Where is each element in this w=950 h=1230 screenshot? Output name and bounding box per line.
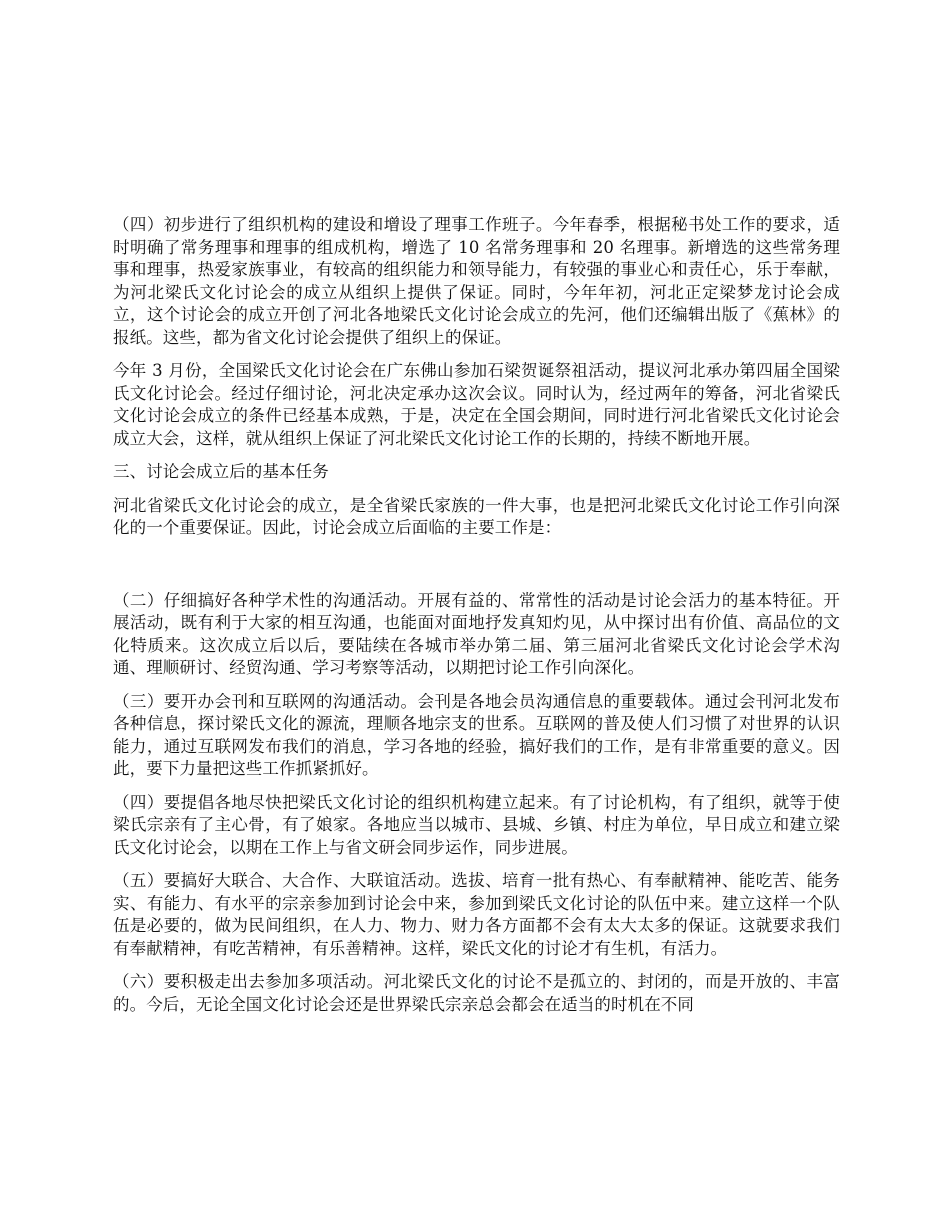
paragraph-organization-building: （四）初步进行了组织机构的建设和增设了理事工作班子。今年春季，根据秘书处工作的要求，适时明确了常务理事和理事的组成机构，增选了 10 名常务理事和 20 名理事。新增选的这些常务理事和理事，热爱家族事业，有较高的组织能力和领导能力，有较强的事业心和责任心，乐于奉献，为河北梁氏文化讨论会的成立从组织上提供了保证。同时，今年年初，河北正定梁梦龙讨论会成立，这个讨论会的成立开创了河北各地梁氏文化讨论会成立的先河，他们还编辑出版了《蕉林》的报纸。这些，都为省文化讨论会提供了组织上的保证。 <box>113 215 840 347</box>
paragraph-tasks-intro: 河北省梁氏文化讨论会的成立，是全省梁氏家族的一件大事，也是把河北梁氏文化讨论工作引向深化的一个重要保证。因此，讨论会成立后面临的主要工作是： <box>113 495 840 537</box>
document-body <box>113 214 840 1027</box>
section-heading-basic-tasks: 三、讨论会成立后的基本任务 <box>113 462 329 481</box>
paragraph-task-2: （二）仔细搞好各种学术性的沟通活动。开展有益的、常常性的活动是讨论会活力的基本特征。开展活动，既有利于大家的相互沟通，也能面对面地抒发真知灼见，从中探讨出有价值、高品位的文化特质来。这次成立后以后，要陆续在各城市举办第二届、第三届河北省梁氏文化讨论会学术沟通、理顺研讨、经贸沟通、学习考察等活动，以期把讨论工作引向深化。 <box>113 590 840 677</box>
paragraph-task-5: （五）要搞好大联合、大合作、大联谊活动。选拔、培育一批有热心、有奉献精神、能吃苦、能务实、有能力、有水平的宗亲参加到讨论会中来，参加到梁氏文化讨论的队伍中来。建立这样一个队伍是必要的，做为民间组织，在人力、物力、财力各方面都不会有太大太多的保证。这就要求我们有奉献精神，有吃苦精神，有乐善精神。这样，梁氏文化的讨论才有生机，有活力。 <box>113 871 840 958</box>
paragraph-national-conference: 今年 3 月份，全国梁氏文化讨论会在广东佛山参加石梁贺诞祭祖活动，提议河北承办第四届全国梁氏文化讨论会。经过仔细讨论，河北决定承办这次会议。同时认为，经过两年的筹备，河北省梁氏文化讨论会成立的条件已经基本成熟，于是，决定在全国会期间，同时进行河北省梁氏文化讨论会成立大会，这样，就从组织上保证了河北梁氏文化讨论工作的长期的，持续不断地开展。 <box>113 361 840 448</box>
paragraph-task-3: （三）要开办会刊和互联网的沟通活动。会刊是各地会员沟通信息的重要载体。通过会刊河北发布各种信息，探讨梁氏文化的源流，理顺各地宗支的世系。互联网的普及使人们习惯了对世界的认识能力，通过互联网发布我们的消息，学习各地的经验，搞好我们的工作，是有非常重要的意义。因此，要下力量把这些工作抓紧抓好。 <box>113 691 840 778</box>
paragraph-task-4: （四）要提倡各地尽快把梁氏文化讨论的组织机构建立起来。有了讨论机构，有了组织，就等于使梁氏宗亲有了主心骨，有了娘家。各地应当以城市、县城、乡镇、村庄为单位，早日成立和建立梁氏文化讨论会，以期在工作上与省文研会同步运作，同步进展。 <box>113 792 840 857</box>
paragraph-task-6: （六）要积极走出去参加多项活动。河北梁氏文化的讨论不是孤立的、封闭的，而是开放的、丰富的。今后，无论全国文化讨论会还是世界梁氏宗亲总会都会在适当的时机在不同 <box>113 972 840 1014</box>
